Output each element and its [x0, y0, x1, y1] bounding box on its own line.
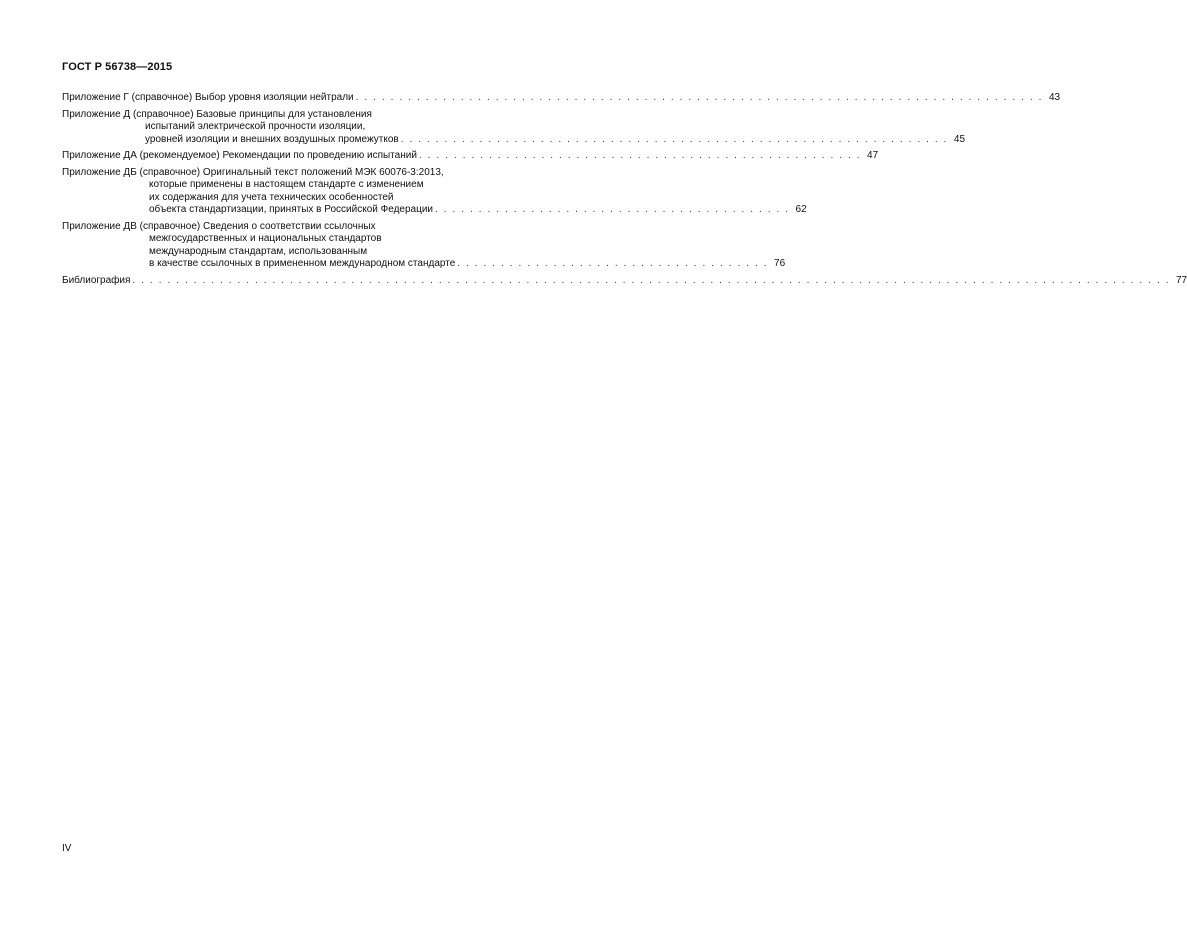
dot-leader: . . . . . . . . . . . . . . . . . . . . . . . . . . . . . . . . . . . . . . . . . . . . . . . . . . . . . . . . . . . . . . . . . . . . . . . . . . . . . . . [355, 92, 1044, 103]
toc-page-number: 47 [867, 150, 879, 161]
toc-entry-title-continuation: объекта стандартизации, принятых в Российской Федерации [149, 204, 433, 215]
table-of-contents [62, 92, 1187, 291]
toc-entry-appendix-dv[interactable] [62, 220, 786, 271]
toc-entry-appendix-d[interactable] [62, 108, 966, 147]
toc-entry-title: Приложение Г (справочное) Выбор уровня изоляции нейтрали [62, 92, 354, 103]
toc-entry-title: Приложение ДВ (справочное) Сведения о соответствии ссылочных [62, 220, 376, 232]
toc-page-number: 77 [1175, 274, 1187, 286]
toc-page-number: 43 [1048, 92, 1061, 103]
toc-entry-title-continuation: международным стандартам, использованным [149, 245, 368, 257]
toc-entry-title-continuation: уровней изоляции и внешних воздушных промежутков [145, 133, 399, 145]
toc-page-number: 76 [774, 258, 786, 269]
toc-entry-title-continuation: которые применены в настоящем стандарте с изменением [149, 179, 424, 190]
dot-leader: . . . . . . . . . . . . . . . . . . . . . . . . . . . . . . . . . . . . . . . . . [435, 204, 790, 215]
toc-entry-appendix-db[interactable] [62, 166, 807, 217]
page-number-footer: IV [62, 843, 72, 854]
toc-entry-title-continuation: испытаний электрической прочности изоляции, [145, 121, 366, 132]
toc-entry-title: Приложение ДА (рекомендуемое) Рекомендации по проведению испытаний [62, 150, 417, 161]
toc-entry-appendix-g[interactable] [62, 92, 1061, 105]
toc-entry-title: Приложение Д (справочное) Базовые принципы для установления [62, 108, 372, 120]
toc-page-number: 45 [953, 133, 966, 145]
document-header: ГОСТ Р 56738—2015 [62, 61, 173, 73]
toc-entry-title: Приложение ДБ (справочное) Оригинальный текст положений МЭК 60076-3:2013, [62, 166, 444, 178]
dot-leader: . . . . . . . . . . . . . . . . . . . . . . . . . . . . . . . . . . . . . . . . . . . . . . . . . . . [418, 150, 862, 161]
toc-entry-title-continuation: в качестве ссылочных в примененном международном стандарте [149, 258, 456, 269]
toc-entry-bibliography[interactable] [62, 274, 1187, 288]
toc-page-number: 62 [795, 204, 807, 215]
toc-entry-appendix-da[interactable] [62, 150, 879, 163]
toc-entry-title: Библиография [62, 274, 131, 286]
toc-entry-title-continuation: их содержания для учета технических особенностей [149, 191, 394, 203]
toc-entry-title-continuation: межгосударственных и национальных стандартов [149, 233, 382, 244]
dot-leader: . . . . . . . . . . . . . . . . . . . . . . . . . . . . . . . . . . . . [457, 258, 769, 269]
dot-leader: . . . . . . . . . . . . . . . . . . . . . . . . . . . . . . . . . . . . . . . . . . . . . . . . . . . . . . . . . . . . . . . [400, 133, 949, 145]
dot-leader: . . . . . . . . . . . . . . . . . . . . . . . . . . . . . . . . . . . . . . . . . . . . . . . . . . . . . . . . . . . . . . . . . . . . . . . . . . . . . . . . . . . . . . . . . . . . . . . . . . . . . . . . . . . . . . . . . . . . . . . [132, 274, 1171, 286]
